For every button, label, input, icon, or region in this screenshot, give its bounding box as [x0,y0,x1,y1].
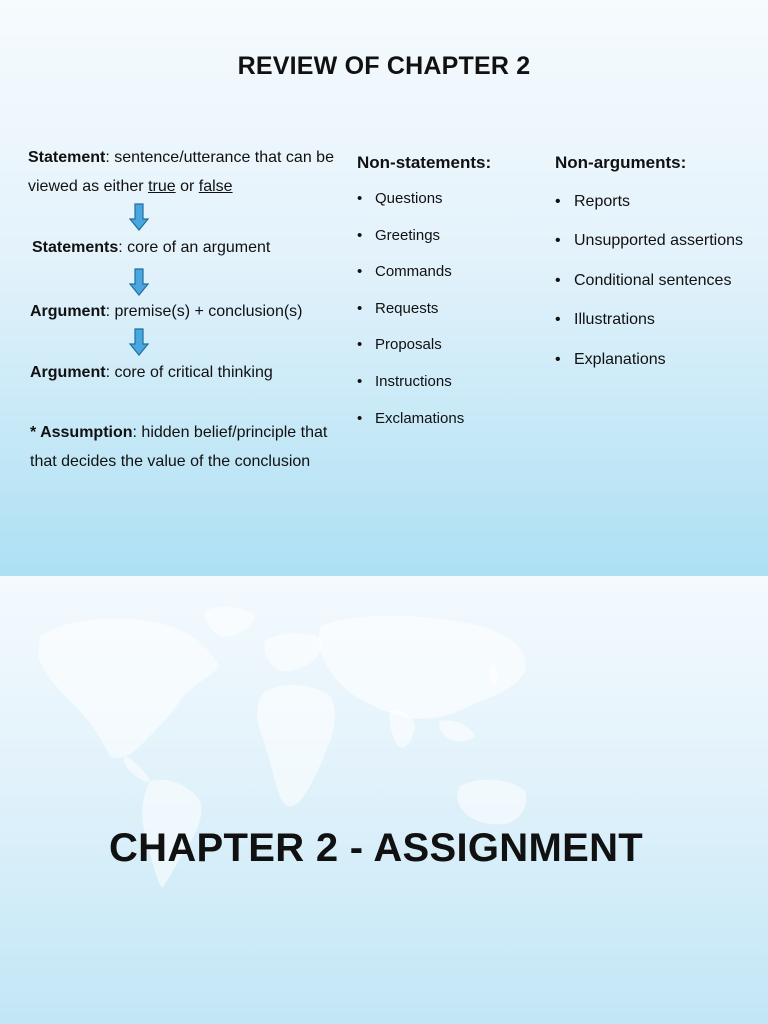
list-item [555,271,760,310]
list-item [555,350,760,389]
non-statements-list [357,189,542,445]
slide-title: CHAPTER 2 - ASSIGNMENT [108,826,644,870]
bullet-icon: • [357,336,363,354]
list-item-label: Unsupported assertions [574,232,743,250]
bullet-icon: • [357,299,363,317]
bullet-icon: • [555,193,561,210]
list-item [555,192,760,231]
argument-critical-text: : core of critical thinking [105,364,273,381]
list-item [357,189,542,226]
argument-critical-definition [30,358,343,387]
list-item-label: Commands [375,263,452,281]
non-arguments-list [555,192,760,389]
non-statements-column [357,150,542,445]
statement-term: Statement [28,149,106,166]
concept-flow [28,143,343,476]
list-item-label: Exclamations [375,409,465,427]
list-item-label: Conditional sentences [574,271,732,289]
down-arrow-icon [129,328,149,356]
bullet-icon: • [357,372,363,390]
assumption-term: * Assumption [30,424,133,441]
statement-definition [28,143,343,201]
list-item-label: Illustrations [574,311,655,329]
non-arguments-column [555,150,760,389]
down-arrow-icon [129,203,149,231]
down-arrow-icon [129,268,149,296]
bullet-icon: • [555,271,561,289]
bullet-icon: • [357,409,363,427]
or-word: or [175,178,199,195]
bullet-icon: • [357,226,363,244]
statements-term: Statements [32,239,119,256]
false-word: false [198,178,233,195]
argument-premise-text: : premise(s) + conclusion(s) [105,303,303,320]
true-word: true [148,178,176,195]
list-item-label: Requests [375,299,439,317]
assumption-definition [30,418,343,476]
list-item-label: Proposals [375,336,442,354]
list-item [357,335,542,372]
statements-text: : core of an argument [118,239,271,256]
bullet-icon: • [555,311,561,329]
slide-title: REVIEW OF CHAPTER 2 [237,52,531,80]
argument-term: Argument [30,303,106,320]
list-item [555,310,760,349]
bullet-icon: • [357,190,363,207]
list-item-label: Greetings [375,226,441,244]
statement-text: : sentence/utterance that can be viewed as either [28,149,334,195]
bullet-icon: • [357,263,363,281]
list-item [357,226,542,263]
bullet-icon: • [555,350,561,368]
list-item [357,262,542,299]
assumption-text: : hidden belief/principle that that decides the value of the conclusion [30,424,328,470]
bullet-icon: • [555,232,561,250]
slide-assignment [0,576,768,1024]
list-item-label: Questions [375,190,443,207]
non-arguments-heading: Non-arguments: [555,153,687,172]
list-item [357,409,542,446]
statements-definition [32,233,343,262]
argument-term: Argument [30,364,106,381]
list-item-label: Reports [574,193,631,210]
non-statements-heading: Non-statements: [357,153,492,172]
list-item [357,372,542,409]
argument-premise-definition [30,297,343,326]
list-item-label: Instructions [375,372,452,390]
list-item [555,231,760,270]
list-item [357,299,542,336]
list-item-label: Explanations [574,350,666,368]
